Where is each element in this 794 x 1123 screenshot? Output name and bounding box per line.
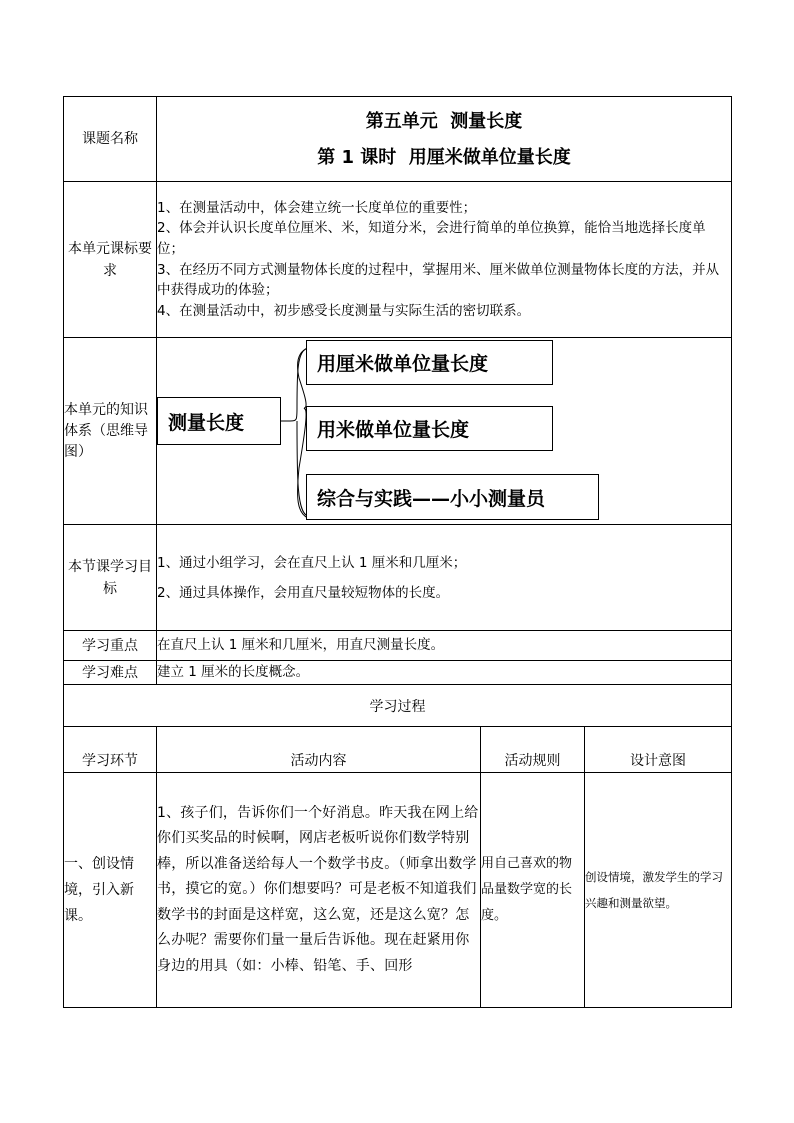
mindmap-root-node: 测量长度	[157, 397, 281, 445]
design-intent-cell: 创设情境，激发学生的学习兴趣和测量欲望。	[585, 773, 732, 1008]
mindmap-branch-node: 用米做单位量长度	[306, 406, 553, 451]
column-header-rule: 活动规则	[481, 727, 585, 773]
column-header-intent: 设计意图	[585, 727, 732, 773]
stage-cell: 一、创设情境，引入新课。	[64, 773, 157, 1008]
table-row	[64, 773, 732, 1008]
standards-label: 本单元课标要求	[64, 182, 157, 338]
difficulty-row	[64, 661, 732, 685]
activity-content-cell: 1、孩子们，告诉你们一个好消息。昨天我在网上给你们买奖品的时候啊，网店老板听说你们数学特别棒，所以准备送给每人一个数学书皮。（师拿出数学书，摸它的宽。）你们想要吗？可是老板不知道我们数学书的封面是这样宽，这么宽，还是这么宽？怎么办呢？需要你们量一量后告诉他。现在赶紧用你身边的用具（如：小棒、铅笔、手、回形	[157, 773, 481, 1008]
standards-row	[64, 182, 732, 338]
goals-label: 本节课学习目标	[64, 525, 157, 631]
title-cell	[157, 97, 732, 182]
column-header-stage: 学习环节	[64, 727, 157, 773]
activity-rule-cell: 用自己喜欢的物品量数学宽的长度。	[481, 773, 585, 1008]
focus-label: 学习重点	[64, 631, 157, 661]
goals-cell	[157, 525, 732, 631]
standards-cell	[157, 182, 732, 338]
mindmap-branch-node: 综合与实践——小小测量员	[306, 474, 599, 520]
column-header-content: 活动内容	[157, 727, 481, 773]
lesson-plan-table	[63, 96, 732, 1008]
process-title: 学习过程	[64, 685, 732, 727]
goals-row	[64, 525, 732, 631]
standard-item: 3、在经历不同方式测量物体长度的过程中，掌握用米、厘米做单位测量物体长度的方法，并从中获得成功的体验；	[157, 261, 720, 299]
standard-item: 4、在测量活动中，初步感受长度测量与实际生活的密切联系。	[157, 302, 531, 319]
unit-title: 第五单元 测量长度	[365, 111, 523, 132]
standard-item: 1、在测量活动中，体会建立统一长度单位的重要性；	[157, 199, 477, 216]
mindmap-row	[64, 338, 732, 525]
mindmap	[157, 338, 731, 524]
standard-item: 2、体会并认识长度单位厘米、米，知道分米，会进行简单的单位换算，能恰当地选择长度单位；	[157, 220, 706, 257]
mindmap-branch-node: 用厘米做单位量长度	[306, 340, 553, 385]
title-label: 课题名称	[64, 97, 157, 182]
title-row	[64, 97, 732, 182]
mindmap-label: 本单元的知识体系（思维导图）	[64, 338, 157, 525]
lesson-title: 第 1 课时 用厘米做单位量长度	[317, 147, 571, 168]
mindmap-cell	[157, 338, 732, 525]
difficulty-text: 建立 1 厘米的长度概念。	[157, 661, 732, 685]
focus-row	[64, 631, 732, 661]
process-header-row	[64, 727, 732, 773]
goal-item: 2、通过具体操作，会用直尺量较短物体的长度。	[157, 584, 450, 601]
focus-text: 在直尺上认 1 厘米和几厘米，用直尺测量长度。	[157, 631, 732, 661]
goal-item: 1、通过小组学习，会在直尺上认 1 厘米和几厘米；	[157, 554, 467, 571]
process-title-row	[64, 685, 732, 727]
difficulty-label: 学习难点	[64, 661, 157, 685]
